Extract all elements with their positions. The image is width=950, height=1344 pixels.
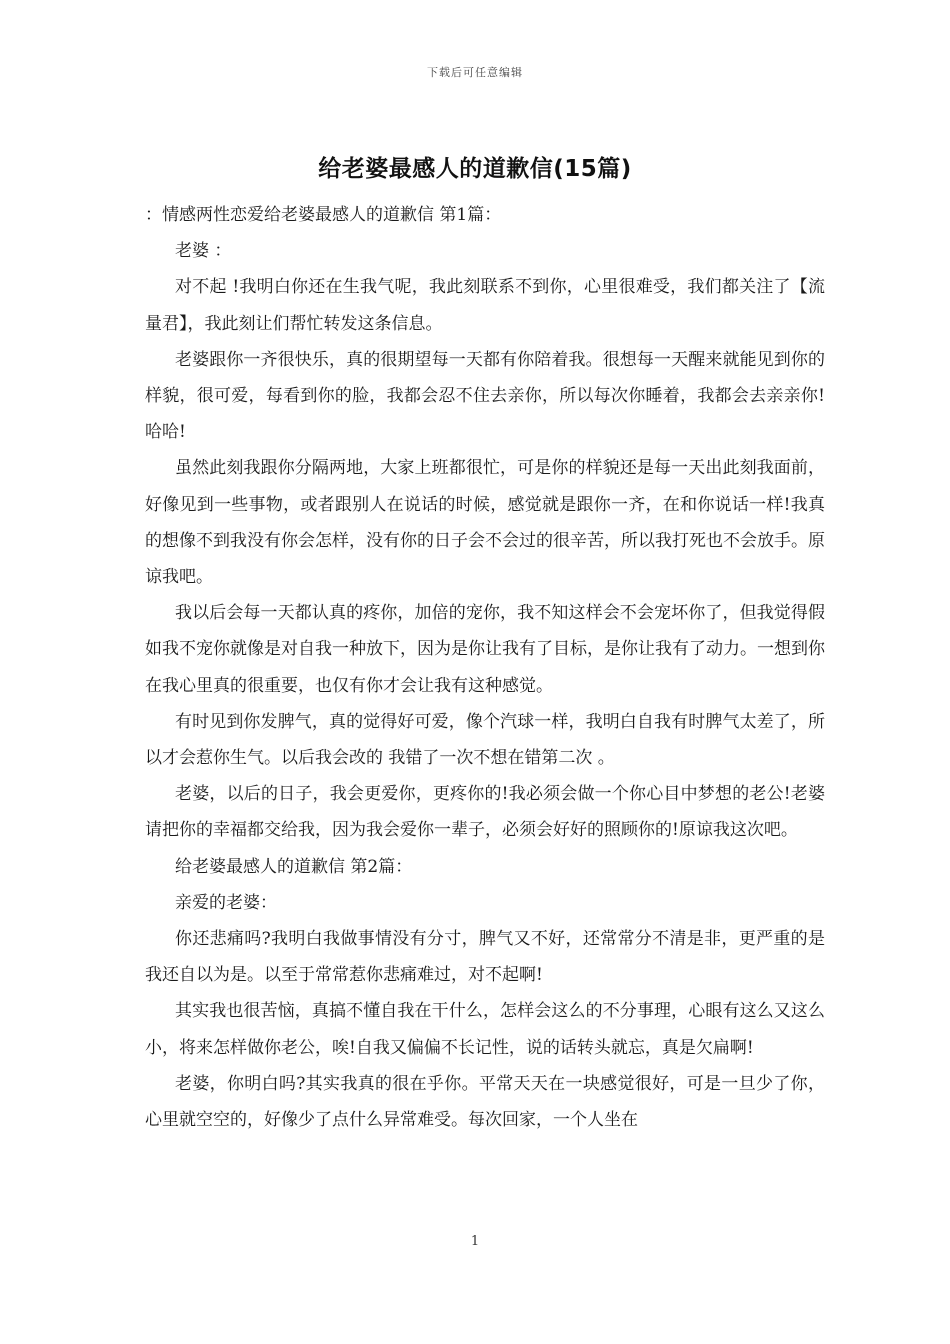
paragraph: 老婆 ： (175, 241, 232, 262)
paragraph: 我以后会每一天都认真的疼你，加倍的宠你，我不知这样会不会宠坏你了，但我觉得假如我不宠你就像是对自我一种放下，因为是你让我有了目标，是你让我有了动力。一想到你在我心里真的很重要，也仅有你才会让我有这种感觉。 (145, 603, 825, 696)
paragraph: 你还悲痛吗?我明白我做事情没有分寸，脾气又不好，还常常分不清是非，更严重的是我还自以为是。以至于常常惹你悲痛难过，对不起啊! (145, 929, 825, 986)
document-title: 给老婆最感人的道歉信(15篇) (318, 156, 632, 182)
page-header-note: 下载后可任意编辑 (427, 66, 523, 79)
paragraph: 有时见到你发脾气，真的觉得好可爱，像个汽球一样，我明白自我有时脾气太差了，所以才会惹你生气。以后我会改的 我错了一次不想在错第二次 。 (145, 711, 825, 769)
paragraph: ：情感两性恋爱给老婆最感人的道歉信 第1篇： (145, 205, 502, 225)
section-heading: 给老婆最感人的道歉信 第2篇： (175, 856, 413, 877)
page-number: 1 (470, 1234, 480, 1249)
paragraph: 老婆跟你一齐很快乐，真的很期望每一天都有你陪着我。很想每一天醒来就能见到你的样貌，很可爱，每看到你的脸，我都会忍不住去亲你，所以每次你睡着，我都会去亲亲你!哈哈! (145, 349, 825, 443)
paragraph: 对不起 !我明白你还在生我气呢，我此刻联系不到你，心里很难受，我们都关注了【流量君】，我此刻让们帮忙转发这条信息。 (145, 277, 825, 334)
paragraph: 其实我也很苦恼，真搞不懂自我在干什么，怎样会这么的不分事理，心眼有这么又这么小，将来怎样做你老公，唉!自我又偏偏不长记性，说的话转头就忘，真是欠扁啊! (145, 1001, 825, 1058)
salutation: 亲爱的老婆： (175, 892, 277, 913)
paragraph: 老婆，以后的日子，我会更爱你，更疼你的!我必须会做一个你心目中梦想的老公!老婆请把你的幸福都交给我，因为我会爱你一辈子，必须会好好的照顾你的!原谅我这次吧。 (145, 784, 825, 841)
document-body (145, 197, 825, 1138)
paragraph: 虽然此刻我跟你分隔两地，大家上班都很忙，可是你的样貌还是每一天出此刻我面前，好像见到一些事物，或者跟别人在说话的时候，感觉就是跟你一齐，在和你说话一样!我真的想像不到我没有你会怎样，没有你的日子会不会过的很辛苦，所以我打死也不会放手。原谅我吧。 (145, 458, 825, 588)
paragraph: 老婆，你明白吗?其实我真的很在乎你。平常天天在一块感觉很好，可是一旦少了你，心里就空空的，好像少了点什么异常难受。每次回家，一个人坐在 (145, 1073, 825, 1131)
